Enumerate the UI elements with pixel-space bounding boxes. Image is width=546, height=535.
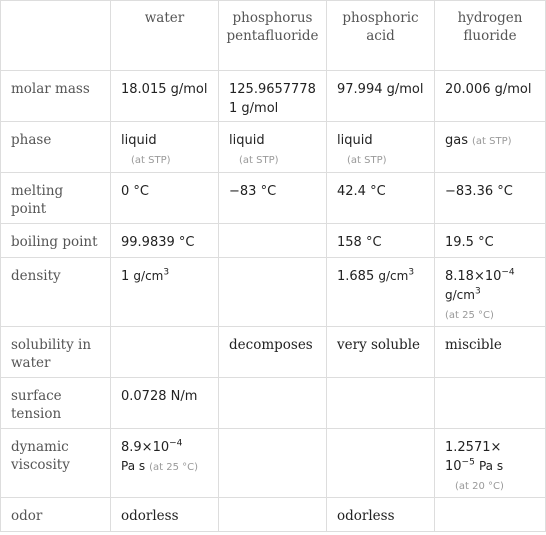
cell-value <box>219 378 327 429</box>
cell-value: 1.685 $g/cm^3$ <box>327 258 435 327</box>
cell-value: miscible <box>435 327 546 378</box>
table-row-dynamic-viscosity <box>1 429 546 498</box>
cell-value: odorless <box>327 498 435 532</box>
cell-value: liquid (at STP) <box>111 122 219 173</box>
cell-value: decomposes <box>219 327 327 378</box>
cell-value: 18.015 g/mol <box>111 71 219 122</box>
cell-value: 42.4 °C <box>327 173 435 224</box>
table-row-melting-point <box>1 173 546 224</box>
table-row-density <box>1 258 546 327</box>
cell-value: 125.96577781 g/mol <box>219 71 327 122</box>
cell-value: 99.9839 °C <box>111 224 219 258</box>
row-label: solubility in water <box>1 327 111 378</box>
column-header-hydrogen-fluoride: hydrogen fluoride <box>435 1 546 71</box>
cell-value: 19.5 °C <box>435 224 546 258</box>
cell-value <box>219 224 327 258</box>
cell-value <box>219 498 327 532</box>
row-label: boiling point <box>1 224 111 258</box>
cell-value: $8.18\times 10^{-4}$ $g/cm^3$ (at 25 °C) <box>435 258 546 327</box>
table-row-solubility <box>1 327 546 378</box>
cell-value <box>327 378 435 429</box>
cell-value: 97.994 g/mol <box>327 71 435 122</box>
cell-value <box>219 429 327 498</box>
row-label: melting point <box>1 173 111 224</box>
cell-value: odorless <box>111 498 219 532</box>
cell-value: liquid (at STP) <box>327 122 435 173</box>
row-label: dynamic viscosity <box>1 429 111 498</box>
cell-value: −83.36 °C <box>435 173 546 224</box>
cell-value: liquid (at STP) <box>219 122 327 173</box>
cell-value: 20.006 g/mol <box>435 71 546 122</box>
row-label: phase <box>1 122 111 173</box>
table-row-odor <box>1 498 546 532</box>
table-row-molar-mass <box>1 71 546 122</box>
column-header-water: water <box>111 1 219 71</box>
row-label: molar mass <box>1 71 111 122</box>
cell-value: 158 °C <box>327 224 435 258</box>
column-header-phosphoric-acid: phosphoric acid <box>327 1 435 71</box>
cell-value <box>327 429 435 498</box>
cell-value <box>219 258 327 327</box>
cell-value: $8.9\times 10^{-4}$ Pa s (at 25 °C) <box>111 429 219 498</box>
row-label: surface tension <box>1 378 111 429</box>
header-row <box>1 1 546 71</box>
cell-value <box>111 327 219 378</box>
table-row-phase <box>1 122 546 173</box>
cell-value: 0 °C <box>111 173 219 224</box>
row-label: density <box>1 258 111 327</box>
cell-value: −83 °C <box>219 173 327 224</box>
table-row-boiling-point <box>1 224 546 258</box>
cell-value <box>435 498 546 532</box>
cell-value: gas (at STP) <box>435 122 546 173</box>
row-label: odor <box>1 498 111 532</box>
cell-value: very soluble <box>327 327 435 378</box>
column-header-phosphorus-pentafluoride: phosphorus pentafluoride <box>219 1 327 71</box>
table-row-surface-tension <box>1 378 546 429</box>
cell-value: 1.2571× $10^{-5}$ Pa s (at 20 °C) <box>435 429 546 498</box>
cell-value: 0.0728 N/m <box>111 378 219 429</box>
cell-value: 1 $g/cm^3$ <box>111 258 219 327</box>
cell-value <box>435 378 546 429</box>
corner-cell <box>1 1 111 71</box>
